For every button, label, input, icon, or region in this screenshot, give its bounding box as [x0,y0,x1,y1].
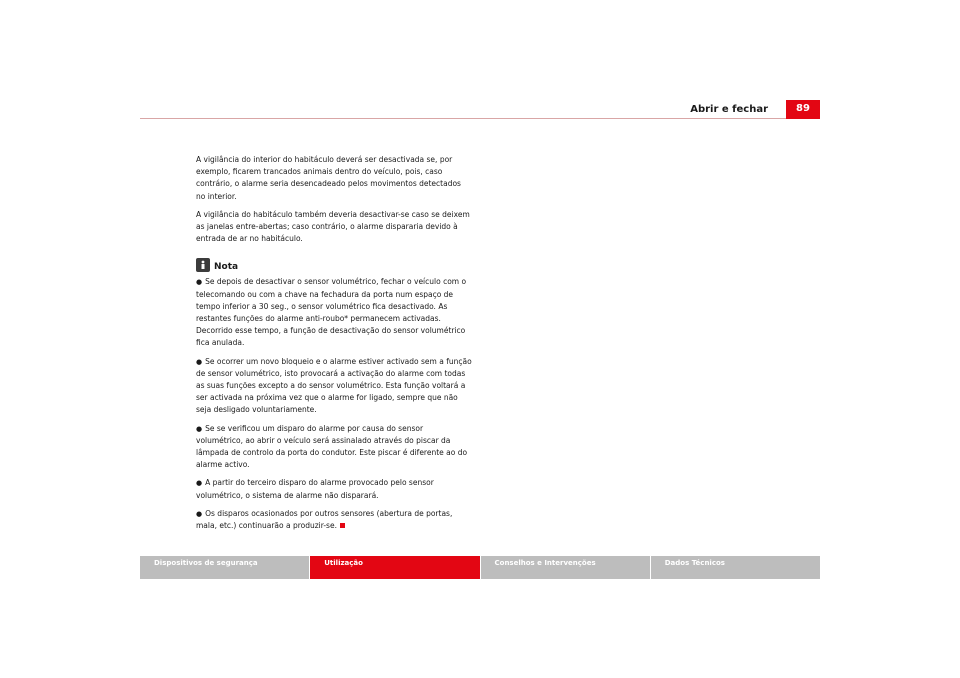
bullet-icon: ● [196,424,203,433]
note-item [196,508,472,532]
paragraph: A vigilância do interior do habitáculo deverá ser desactivada se, por exemplo, ficarem trancados animais dentro do veículo, pois, caso contrário, o alarme seria desencadeado pelos movimentos detectados no interior. [196,155,461,201]
note-item [196,276,472,349]
note-header [196,258,472,272]
bullet-icon: ● [196,357,203,366]
tab-conselhos-e-intervencoes[interactable]: Conselhos e Intervenções [481,556,650,579]
page-title: Abrir e fechar [690,104,768,115]
note-item [196,423,472,472]
tab-utilizacao[interactable]: Utilização [310,556,479,579]
note-item-text: Se ocorrer um novo bloqueio e o alarme estiver activado sem a função de sensor volumétrico, isto provocará a activação do alarme com todas as suas funções excepto a do sensor volumétrico. Esta função voltará a ser activada na próxima vez que o alarme for ligado, sempre que não seja desligado voluntariamente. [196,356,472,415]
note-title: Nota [214,262,239,273]
bullet-icon: ● [196,479,203,488]
tab-dispositivos-de-seguranca[interactable]: Dispositivos de segurança [140,556,309,579]
header-line [140,118,820,119]
info-icon [196,258,210,272]
note-item [196,356,472,417]
note-item-text: A partir do terceiro disparo do alarme provocado pelo sensor volumétrico, o sistema de alarme não disparará. [196,478,434,500]
end-mark-icon [340,523,345,528]
note-item-text: Os disparos ocasionados por outros sensores (abertura de portas, mala, etc.) continuarão a produzir-se. [196,508,453,531]
note-item-text: Se se verificou um disparo do alarme por causa do sensor volumétrico, ao abrir o veículo será assinalado através do piscar da lâmpada de controlo da porta do condutor. Este piscar é diferente ao do alarme activo. [196,423,468,470]
tab-dados-tecnicos[interactable]: Dados Técnicos [651,556,820,579]
content [196,154,472,538]
paragraph: A vigilância do habitáculo também deveria desactivar-se caso se deixem as janelas entre-abertas; caso contrário, o alarme dispararia devido à entrada de ar no habitáculo. [196,209,470,244]
note-item-text: Se depois de desactivar o sensor volumétrico, fechar o veículo com o telecomando ou com a chave na fechadura da porta num espaço de tempo inferior a 30 seg., o sensor volumétrico fica desactivado. As restantes funções do alarme anti-roubo* permanecem activadas. Decorrido esse tempo, a função de desactivação do sensor volumétrico fica anulada. [196,277,467,348]
note-item [196,477,472,501]
footer-nav [140,556,820,579]
bullet-icon: ● [196,509,203,518]
bullet-icon: ● [196,278,203,287]
page-number: 89 [786,100,820,119]
